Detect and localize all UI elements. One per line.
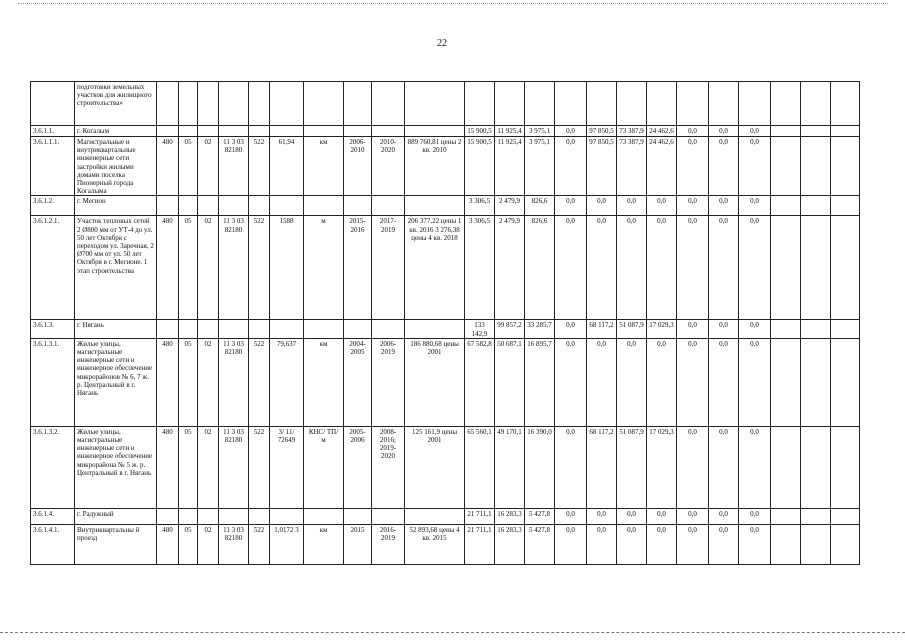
value-cell: 0,0 bbox=[709, 524, 739, 564]
value-cell: 186 880,68 цены 2001 bbox=[405, 338, 465, 426]
value-cell: 24 462,6 bbox=[647, 137, 677, 196]
row-number-cell: 3.6.1.3.1. bbox=[31, 338, 75, 426]
value-cell: 51 087,9 bbox=[617, 320, 647, 338]
value-cell: 97 850,5 bbox=[587, 137, 617, 196]
value-cell: 0,0 bbox=[677, 338, 709, 426]
value-cell bbox=[831, 426, 860, 508]
value-cell: 0,0 bbox=[555, 216, 587, 320]
object-name-cell: Жилые улицы, магистральные инженерные сети и инженерное обеспечение микрорайона № 5 ж. р. Центральный в г. Нягань bbox=[75, 426, 157, 508]
value-cell bbox=[617, 82, 647, 126]
value-cell bbox=[157, 196, 179, 216]
value-cell: 49 170,1 bbox=[495, 426, 525, 508]
value-cell: 0,0 bbox=[647, 338, 677, 426]
value-cell bbox=[405, 196, 465, 216]
object-name-cell: Внутриквартальны й проезд bbox=[75, 524, 157, 564]
table-row bbox=[31, 137, 860, 196]
value-cell: 0,0 bbox=[555, 426, 587, 508]
value-cell: 0,0 bbox=[677, 216, 709, 320]
value-cell bbox=[525, 82, 555, 126]
value-cell: 05 bbox=[179, 426, 198, 508]
value-cell: 65 560,1 bbox=[465, 426, 495, 508]
value-cell: 0,0 bbox=[739, 216, 771, 320]
value-cell: 0,0 bbox=[739, 338, 771, 426]
value-cell: 11 3 03 82180 bbox=[219, 426, 249, 508]
value-cell bbox=[270, 196, 304, 216]
object-name-cell: Жилые улицы, магистральные инженерные сети и инженерное обеспечение микрорайонов № 6, 7 ж. р. Центральный в г. Нягань bbox=[75, 338, 157, 426]
value-cell: 0,0 bbox=[677, 126, 709, 137]
value-cell: КНС/ ТП/ м bbox=[304, 426, 344, 508]
value-cell: 480 bbox=[157, 524, 179, 564]
value-cell bbox=[372, 320, 405, 338]
value-cell bbox=[677, 82, 709, 126]
value-cell: 2004-2005 bbox=[344, 338, 372, 426]
value-cell: 1588 bbox=[270, 216, 304, 320]
value-cell: 0,0 bbox=[739, 137, 771, 196]
value-cell bbox=[771, 426, 801, 508]
value-cell: 0,0 bbox=[555, 338, 587, 426]
row-number-cell: 3.6.1.4. bbox=[31, 508, 75, 524]
value-cell bbox=[495, 82, 525, 126]
value-cell: 0,0 bbox=[647, 196, 677, 216]
value-cell: 0,0 bbox=[677, 137, 709, 196]
value-cell: 33 285,7 bbox=[525, 320, 555, 338]
value-cell: 2006-2019 bbox=[372, 338, 405, 426]
value-cell: 0,0 bbox=[709, 338, 739, 426]
row-number-cell: 3.6.1.1. bbox=[31, 126, 75, 137]
value-cell: км bbox=[304, 338, 344, 426]
value-cell: 0,0 bbox=[587, 216, 617, 320]
value-cell bbox=[157, 508, 179, 524]
value-cell: 480 bbox=[157, 426, 179, 508]
value-cell bbox=[219, 508, 249, 524]
value-cell: 73 387,9 bbox=[617, 126, 647, 137]
value-cell: 125 161,9 цены 2001 bbox=[405, 426, 465, 508]
value-cell: 0,0 bbox=[555, 524, 587, 564]
row-number-cell: 3.6.1.3.2. bbox=[31, 426, 75, 508]
value-cell: 0,0 bbox=[555, 126, 587, 137]
value-cell: 2015-2016 bbox=[344, 216, 372, 320]
value-cell bbox=[647, 82, 677, 126]
value-cell: 0,0 bbox=[617, 524, 647, 564]
value-cell bbox=[304, 82, 344, 126]
value-cell: 17 029,3 bbox=[647, 426, 677, 508]
value-cell: 52 893,68 цены 4 кв. 2015 bbox=[405, 524, 465, 564]
object-name-cell: подготовки земельных участков для жилищного строительства» bbox=[75, 82, 157, 126]
value-cell: 05 bbox=[179, 137, 198, 196]
value-cell bbox=[157, 126, 179, 137]
value-cell: 0,0 bbox=[739, 508, 771, 524]
value-cell: 16 283,3 bbox=[495, 508, 525, 524]
value-cell: 0,0 bbox=[555, 137, 587, 196]
value-cell: 02 bbox=[198, 216, 219, 320]
value-cell: 3 975,1 bbox=[525, 126, 555, 137]
value-cell bbox=[801, 216, 831, 320]
value-cell: 5 427,8 bbox=[525, 508, 555, 524]
value-cell: 0,0 bbox=[587, 508, 617, 524]
value-cell bbox=[304, 508, 344, 524]
value-cell: 17 029,3 bbox=[647, 320, 677, 338]
value-cell: м bbox=[304, 216, 344, 320]
value-cell bbox=[405, 126, 465, 137]
value-cell: 0,0 bbox=[739, 524, 771, 564]
value-cell: 0,0 bbox=[677, 426, 709, 508]
value-cell bbox=[219, 320, 249, 338]
value-cell: 0,0 bbox=[587, 196, 617, 216]
value-cell bbox=[771, 137, 801, 196]
value-cell bbox=[739, 82, 771, 126]
value-cell: 3 306,5 bbox=[465, 196, 495, 216]
value-cell bbox=[198, 126, 219, 137]
value-cell bbox=[771, 524, 801, 564]
value-cell: 0,0 bbox=[647, 508, 677, 524]
table-row bbox=[31, 82, 860, 126]
value-cell bbox=[304, 126, 344, 137]
value-cell: 11 3 03 82180 bbox=[219, 524, 249, 564]
value-cell: 0,0 bbox=[555, 196, 587, 216]
value-cell: 0,0 bbox=[709, 426, 739, 508]
object-name-cell: Магистральные и внутриквартальные инженерные сети застройки жилыми домами поселка Пионерный города Когалыма bbox=[75, 137, 157, 196]
value-cell: 522 bbox=[249, 216, 270, 320]
value-cell: 0,0 bbox=[647, 216, 677, 320]
value-cell bbox=[344, 82, 372, 126]
object-name-cell: г. Мегион bbox=[75, 196, 157, 216]
value-cell bbox=[831, 82, 860, 126]
value-cell: 21 711,1 bbox=[465, 524, 495, 564]
value-cell bbox=[405, 82, 465, 126]
value-cell bbox=[344, 508, 372, 524]
value-cell: 0,0 bbox=[617, 338, 647, 426]
table-row bbox=[31, 426, 860, 508]
value-cell: 15 900,5 bbox=[465, 126, 495, 137]
value-cell bbox=[198, 320, 219, 338]
value-cell: 02 bbox=[198, 338, 219, 426]
value-cell bbox=[198, 196, 219, 216]
table-row bbox=[31, 216, 860, 320]
value-cell bbox=[179, 126, 198, 137]
value-cell bbox=[831, 338, 860, 426]
value-cell: 0,0 bbox=[677, 320, 709, 338]
value-cell: 05 bbox=[179, 216, 198, 320]
value-cell bbox=[249, 508, 270, 524]
value-cell bbox=[249, 320, 270, 338]
value-cell bbox=[771, 508, 801, 524]
value-cell: 826,6 bbox=[525, 216, 555, 320]
value-cell: 522 bbox=[249, 137, 270, 196]
value-cell: 50 687,1 bbox=[495, 338, 525, 426]
value-cell: 0,0 bbox=[617, 216, 647, 320]
value-cell bbox=[405, 320, 465, 338]
value-cell bbox=[157, 320, 179, 338]
value-cell bbox=[249, 126, 270, 137]
value-cell bbox=[771, 320, 801, 338]
page-number: 22 bbox=[437, 38, 447, 49]
value-cell bbox=[344, 126, 372, 137]
value-cell: км bbox=[304, 137, 344, 196]
value-cell bbox=[405, 508, 465, 524]
value-cell: 5 427,8 bbox=[525, 524, 555, 564]
scan-edge-top bbox=[18, 3, 888, 4]
value-cell: 0,0 bbox=[709, 216, 739, 320]
value-cell: 206 377,22 цены 1 кв. 2016 3 276,38 цены 4 кв. 2018 bbox=[405, 216, 465, 320]
value-cell bbox=[555, 82, 587, 126]
value-cell: 3/ 11/ 72649 bbox=[270, 426, 304, 508]
value-cell: 3 306,5 bbox=[465, 216, 495, 320]
value-cell bbox=[198, 508, 219, 524]
value-cell: 0,0 bbox=[739, 196, 771, 216]
value-cell bbox=[801, 126, 831, 137]
value-cell: 02 bbox=[198, 137, 219, 196]
value-cell bbox=[179, 320, 198, 338]
value-cell: 16 895,7 bbox=[525, 338, 555, 426]
value-cell bbox=[831, 137, 860, 196]
value-cell: 1,0172 3 bbox=[270, 524, 304, 564]
object-name-cell: Участок тепловых сетей 2 Ø800 мм от УТ-4 до ул. 50 лет Октября с переходом ул. Заречная, 2 Ø700 мм от ул. 50 лет Октября в г. Мегионе. 1 этап строительства bbox=[75, 216, 157, 320]
value-cell: 24 462,6 bbox=[647, 126, 677, 137]
value-cell: 68 117,2 bbox=[587, 426, 617, 508]
row-number-cell bbox=[31, 82, 75, 126]
row-number-cell: 3.6.1.4.1. bbox=[31, 524, 75, 564]
value-cell: 16 283,3 bbox=[495, 524, 525, 564]
value-cell: 0,0 bbox=[739, 126, 771, 137]
value-cell: 2005-2006 bbox=[344, 426, 372, 508]
value-cell bbox=[270, 126, 304, 137]
value-cell: 522 bbox=[249, 524, 270, 564]
table-row bbox=[31, 524, 860, 564]
value-cell: 51 087,9 bbox=[617, 426, 647, 508]
value-cell bbox=[179, 196, 198, 216]
value-cell bbox=[831, 216, 860, 320]
value-cell: 826,6 bbox=[525, 196, 555, 216]
value-cell: 2017-2019 bbox=[372, 216, 405, 320]
value-cell: 2 479,9 bbox=[495, 196, 525, 216]
table-row bbox=[31, 126, 860, 137]
value-cell bbox=[831, 508, 860, 524]
table-row bbox=[31, 338, 860, 426]
value-cell bbox=[801, 508, 831, 524]
value-cell: 11 925,4 bbox=[495, 126, 525, 137]
value-cell bbox=[831, 320, 860, 338]
scan-edge-bottom bbox=[0, 632, 905, 633]
object-name-cell: г. Когалым bbox=[75, 126, 157, 137]
value-cell: 0,0 bbox=[709, 508, 739, 524]
value-cell bbox=[304, 320, 344, 338]
value-cell: 2 479,9 bbox=[495, 216, 525, 320]
value-cell: 97 850,5 bbox=[587, 126, 617, 137]
value-cell: 2010-2020 bbox=[372, 137, 405, 196]
value-cell bbox=[831, 196, 860, 216]
value-cell bbox=[270, 82, 304, 126]
value-cell: 3 975,1 bbox=[525, 137, 555, 196]
value-cell bbox=[157, 82, 179, 126]
value-cell: 0,0 bbox=[677, 508, 709, 524]
value-cell: 0,0 bbox=[555, 320, 587, 338]
value-cell bbox=[344, 196, 372, 216]
value-cell bbox=[179, 508, 198, 524]
row-number-cell: 3.6.1.1.1. bbox=[31, 137, 75, 196]
value-cell: 0,0 bbox=[739, 320, 771, 338]
value-cell: 15 900,5 bbox=[465, 137, 495, 196]
value-cell: 61,94 bbox=[270, 137, 304, 196]
value-cell: 02 bbox=[198, 426, 219, 508]
value-cell: 0,0 bbox=[677, 196, 709, 216]
value-cell: 02 bbox=[198, 524, 219, 564]
value-cell: 68 117,2 bbox=[587, 320, 617, 338]
value-cell bbox=[344, 320, 372, 338]
value-cell: км bbox=[304, 524, 344, 564]
value-cell bbox=[801, 196, 831, 216]
table-row bbox=[31, 196, 860, 216]
value-cell: 11 3 03 82180 bbox=[219, 338, 249, 426]
value-cell: 21 711,1 bbox=[465, 508, 495, 524]
value-cell bbox=[179, 82, 198, 126]
value-cell: 0,0 bbox=[555, 508, 587, 524]
value-cell: 2016-2019 bbox=[372, 524, 405, 564]
value-cell bbox=[372, 508, 405, 524]
value-cell: 0,0 bbox=[587, 524, 617, 564]
value-cell: 480 bbox=[157, 216, 179, 320]
value-cell bbox=[801, 338, 831, 426]
value-cell: 522 bbox=[249, 338, 270, 426]
value-cell bbox=[709, 82, 739, 126]
value-cell bbox=[801, 320, 831, 338]
value-cell: 0,0 bbox=[709, 320, 739, 338]
value-cell: 11 3 03 82180 bbox=[219, 216, 249, 320]
value-cell bbox=[801, 137, 831, 196]
value-cell: 2015 bbox=[344, 524, 372, 564]
value-cell: 11 925,4 bbox=[495, 137, 525, 196]
value-cell bbox=[587, 82, 617, 126]
value-cell: 79,637 bbox=[270, 338, 304, 426]
value-cell: 0,0 bbox=[617, 508, 647, 524]
value-cell: 0,0 bbox=[677, 524, 709, 564]
value-cell: 480 bbox=[157, 338, 179, 426]
value-cell: 480 bbox=[157, 137, 179, 196]
value-cell: 0,0 bbox=[709, 196, 739, 216]
row-number-cell: 3.6.1.2. bbox=[31, 196, 75, 216]
value-cell: 0,0 bbox=[587, 338, 617, 426]
value-cell bbox=[771, 216, 801, 320]
value-cell: 05 bbox=[179, 338, 198, 426]
value-cell bbox=[771, 126, 801, 137]
data-table bbox=[30, 81, 860, 565]
value-cell: 67 582,8 bbox=[465, 338, 495, 426]
value-cell bbox=[219, 196, 249, 216]
value-cell bbox=[771, 338, 801, 426]
value-cell: 0,0 bbox=[739, 426, 771, 508]
value-cell: 2008-2016; 2019-2020 bbox=[372, 426, 405, 508]
value-cell: 0,0 bbox=[647, 524, 677, 564]
value-cell bbox=[831, 524, 860, 564]
value-cell: 0,0 bbox=[709, 126, 739, 137]
value-cell bbox=[771, 196, 801, 216]
object-name-cell: г. Нягань bbox=[75, 320, 157, 338]
value-cell bbox=[249, 196, 270, 216]
value-cell bbox=[219, 82, 249, 126]
value-cell: 889 760,81 цены 2 кв. 2010 bbox=[405, 137, 465, 196]
value-cell bbox=[304, 196, 344, 216]
value-cell: 05 bbox=[179, 524, 198, 564]
value-cell bbox=[831, 126, 860, 137]
value-cell: 99 857,2 bbox=[495, 320, 525, 338]
row-number-cell: 3.6.1.2.1. bbox=[31, 216, 75, 320]
value-cell: 16 390,0 bbox=[525, 426, 555, 508]
value-cell bbox=[198, 82, 219, 126]
value-cell bbox=[801, 82, 831, 126]
value-cell bbox=[249, 82, 270, 126]
object-name-cell: г. Радужный bbox=[75, 508, 157, 524]
value-cell: 0,0 bbox=[709, 137, 739, 196]
value-cell bbox=[801, 426, 831, 508]
value-cell: 0,0 bbox=[617, 196, 647, 216]
value-cell: 522 bbox=[249, 426, 270, 508]
value-cell bbox=[372, 126, 405, 137]
value-cell bbox=[465, 82, 495, 126]
value-cell bbox=[270, 508, 304, 524]
value-cell: 133 142,9 bbox=[465, 320, 495, 338]
value-cell bbox=[219, 126, 249, 137]
table-row bbox=[31, 508, 860, 524]
value-cell bbox=[771, 82, 801, 126]
value-cell bbox=[372, 82, 405, 126]
value-cell bbox=[270, 320, 304, 338]
row-number-cell: 3.6.1.3. bbox=[31, 320, 75, 338]
value-cell bbox=[372, 196, 405, 216]
value-cell: 73 387,9 bbox=[617, 137, 647, 196]
value-cell bbox=[801, 524, 831, 564]
value-cell: 11 3 03 82180 bbox=[219, 137, 249, 196]
value-cell: 2006-2010 bbox=[344, 137, 372, 196]
table-row bbox=[31, 320, 860, 338]
